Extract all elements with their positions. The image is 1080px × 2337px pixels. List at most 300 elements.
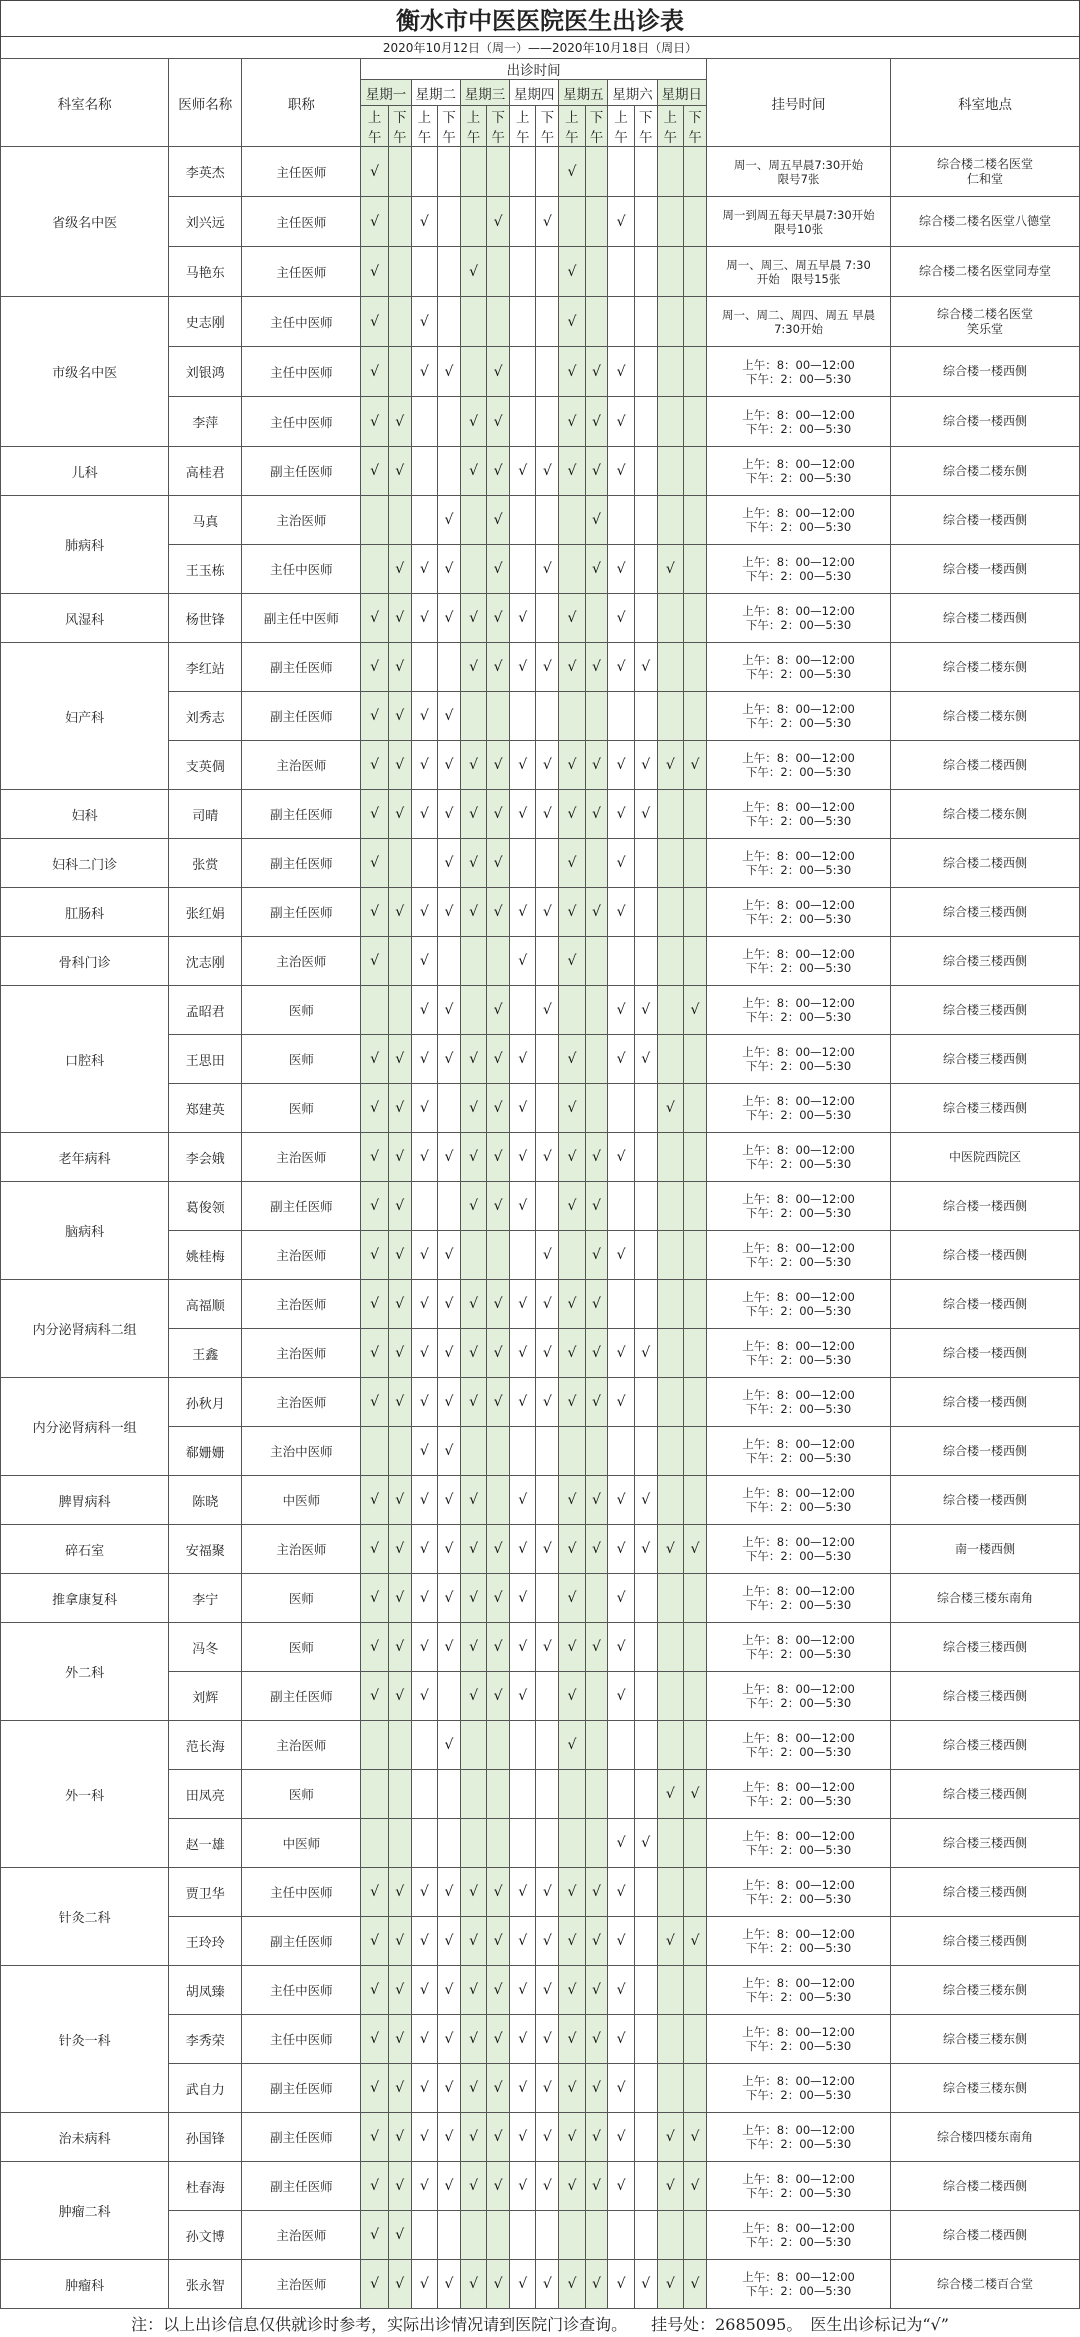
check-mark: √: [559, 1917, 585, 1966]
dept-name: 碎石室: [1, 1525, 169, 1574]
slot-cell: [657, 1133, 683, 1182]
slot-cell: [634, 692, 657, 741]
check-mark: √: [634, 1035, 657, 1084]
slot-cell: [657, 197, 683, 247]
check-mark: √: [438, 2260, 461, 2309]
check-mark: √: [608, 1574, 634, 1623]
slot-cell: [585, 1427, 608, 1476]
doctor-name: 杜春海: [169, 2162, 242, 2211]
check-mark: √: [487, 2064, 510, 2113]
slot-cell: [388, 496, 411, 545]
check-mark: √: [487, 447, 510, 496]
check-mark: √: [460, 1084, 486, 1133]
registration-time: 上午：8：00—12:00 下午：2：00—5:30: [706, 1035, 890, 1084]
slot-cell: [536, 1672, 559, 1721]
dept-location: 南一楼西侧: [891, 1525, 1080, 1574]
check-mark: √: [608, 643, 634, 692]
slot-cell: [388, 937, 411, 986]
dept-location: 综合楼一楼西侧: [891, 1378, 1080, 1427]
check-mark: √: [361, 447, 388, 496]
registration-time: 上午：8：00—12:00 下午：2：00—5:30: [706, 1329, 890, 1378]
slot-cell: [683, 1574, 706, 1623]
check-mark: √: [585, 790, 608, 839]
check-mark: √: [510, 741, 536, 790]
slot-cell: [657, 2211, 683, 2260]
doctor-title: 副主任医师: [242, 790, 361, 839]
check-mark: √: [683, 2260, 706, 2309]
slot-cell: [411, 496, 437, 545]
dept-location: 综合楼三楼西侧: [891, 1770, 1080, 1819]
check-mark: √: [510, 1672, 536, 1721]
check-mark: √: [388, 790, 411, 839]
slot-cell: [585, 197, 608, 247]
slot-cell: [411, 397, 437, 447]
slot-cell: [411, 1182, 437, 1231]
check-mark: √: [487, 1035, 510, 1084]
doctor-name: 高桂君: [169, 447, 242, 496]
check-mark: √: [460, 594, 486, 643]
check-mark: √: [536, 1231, 559, 1280]
dept-location: 综合楼二楼名医堂八德堂: [891, 197, 1080, 247]
table-row: [1, 1378, 1080, 1427]
dept-location: 综合楼三楼西侧: [891, 1084, 1080, 1133]
check-mark: √: [460, 1917, 486, 1966]
dept-location: 综合楼二楼名医堂 仁和堂: [891, 147, 1080, 197]
check-mark: √: [608, 1035, 634, 1084]
check-mark: √: [634, 1819, 657, 1868]
slot-cell: [634, 447, 657, 496]
slot-cell: [634, 347, 657, 397]
check-mark: √: [585, 2113, 608, 2162]
check-mark: √: [536, 2015, 559, 2064]
check-mark: √: [361, 1623, 388, 1672]
footer-note: 注：以上出诊信息仅供就诊时参考，实际出诊情况请到医院门诊查询。 挂号处：2685095。 医生出诊标记为“√”: [131, 2314, 949, 2334]
slot-cell: [438, 397, 461, 447]
check-mark: √: [460, 643, 486, 692]
doctor-title: 副主任医师: [242, 447, 361, 496]
slot-cell: [683, 2064, 706, 2113]
header-pm: 下午: [388, 106, 411, 147]
check-mark: √: [536, 1133, 559, 1182]
slot-cell: [438, 297, 461, 347]
check-mark: √: [460, 2260, 486, 2309]
check-mark: √: [411, 1672, 437, 1721]
header-pm: 下午: [438, 106, 461, 147]
doctor-title: 副主任医师: [242, 2064, 361, 2113]
slot-cell: [460, 297, 486, 347]
slot-cell: [411, 247, 437, 297]
dept-location: 综合楼二楼西侧: [891, 2162, 1080, 2211]
dept-name: 针灸二科: [1, 1868, 169, 1966]
check-mark: √: [608, 2064, 634, 2113]
check-mark: √: [585, 741, 608, 790]
slot-cell: [460, 347, 486, 397]
check-mark: √: [361, 1231, 388, 1280]
table-row: [1, 1966, 1080, 2015]
doctor-name: 孟昭君: [169, 986, 242, 1035]
slot-cell: [634, 1182, 657, 1231]
slot-cell: [487, 1770, 510, 1819]
slot-cell: [510, 247, 536, 297]
slot-cell: [585, 1770, 608, 1819]
check-mark: √: [510, 1084, 536, 1133]
check-mark: √: [487, 1868, 510, 1917]
doctor-title: 主任中医师: [242, 397, 361, 447]
check-mark: √: [634, 2260, 657, 2309]
slot-cell: [683, 297, 706, 347]
check-mark: √: [585, 1231, 608, 1280]
slot-cell: [683, 1868, 706, 1917]
check-mark: √: [438, 2064, 461, 2113]
slot-cell: [608, 1280, 634, 1329]
slot-cell: [634, 1868, 657, 1917]
check-mark: √: [510, 594, 536, 643]
table-row: [1, 1133, 1080, 1182]
registration-time: 上午：8：00—12:00 下午：2：00—5:30: [706, 2260, 890, 2309]
check-mark: √: [487, 839, 510, 888]
slot-cell: [683, 347, 706, 397]
dept-location: 综合楼三楼西侧: [891, 1035, 1080, 1084]
check-mark: √: [438, 1525, 461, 1574]
check-mark: √: [388, 2162, 411, 2211]
check-mark: √: [361, 1378, 388, 1427]
header-doctor: 医师名称: [169, 59, 242, 147]
check-mark: √: [536, 1966, 559, 2015]
check-mark: √: [388, 643, 411, 692]
registration-time: 上午：8：00—12:00 下午：2：00—5:30: [706, 2162, 890, 2211]
check-mark: √: [536, 986, 559, 1035]
check-mark: √: [460, 2015, 486, 2064]
check-mark: √: [487, 1378, 510, 1427]
registration-time: 上午：8：00—12:00 下午：2：00—5:30: [706, 1182, 890, 1231]
doctor-title: 中医师: [242, 1476, 361, 1525]
check-mark: √: [585, 447, 608, 496]
slot-cell: [683, 594, 706, 643]
header-am: 上午: [510, 106, 536, 147]
slot-cell: [634, 1378, 657, 1427]
slot-cell: [634, 888, 657, 937]
slot-cell: [438, 447, 461, 496]
doctor-title: 副主任医师: [242, 1672, 361, 1721]
slot-cell: [657, 1574, 683, 1623]
check-mark: √: [388, 1917, 411, 1966]
check-mark: √: [361, 1525, 388, 1574]
check-mark: √: [460, 1329, 486, 1378]
check-mark: √: [411, 986, 437, 1035]
check-mark: √: [536, 2113, 559, 2162]
registration-time: 上午：8：00—12:00 下午：2：00—5:30: [706, 1770, 890, 1819]
check-mark: √: [585, 1966, 608, 2015]
slot-cell: [683, 937, 706, 986]
registration-time: 上午：8：00—12:00 下午：2：00—5:30: [706, 2113, 890, 2162]
check-mark: √: [487, 1525, 510, 1574]
slot-cell: [683, 247, 706, 297]
slot-cell: [411, 643, 437, 692]
slot-cell: [559, 1231, 585, 1280]
slot-cell: [361, 1721, 388, 1770]
doctor-name: 杨世锋: [169, 594, 242, 643]
check-mark: √: [438, 1378, 461, 1427]
check-mark: √: [585, 2260, 608, 2309]
check-mark: √: [460, 888, 486, 937]
header-day: 星期日: [657, 80, 706, 106]
slot-cell: [411, 147, 437, 197]
registration-time: 上午：8：00—12:00 下午：2：00—5:30: [706, 594, 890, 643]
slot-cell: [559, 545, 585, 594]
slot-cell: [460, 147, 486, 197]
check-mark: √: [388, 2260, 411, 2309]
check-mark: √: [460, 2113, 486, 2162]
dept-name: 肺病科: [1, 496, 169, 594]
slot-cell: [438, 147, 461, 197]
check-mark: √: [460, 1868, 486, 1917]
doctor-name: 贾卫华: [169, 1868, 242, 1917]
check-mark: √: [510, 937, 536, 986]
header-am: 上午: [460, 106, 486, 147]
check-mark: √: [361, 1868, 388, 1917]
check-mark: √: [487, 1672, 510, 1721]
slot-cell: [487, 297, 510, 347]
dept-location: 综合楼一楼西侧: [891, 1329, 1080, 1378]
check-mark: √: [361, 2064, 388, 2113]
doctor-name: 王思田: [169, 1035, 242, 1084]
slot-cell: [536, 1819, 559, 1868]
slot-cell: [634, 2015, 657, 2064]
slot-cell: [683, 1966, 706, 2015]
check-mark: √: [361, 397, 388, 447]
slot-cell: [536, 1721, 559, 1770]
check-mark: √: [388, 545, 411, 594]
check-mark: √: [361, 1133, 388, 1182]
registration-time: 上午：8：00—12:00 下午：2：00—5:30: [706, 643, 890, 692]
check-mark: √: [388, 741, 411, 790]
slot-cell: [585, 937, 608, 986]
check-mark: √: [657, 2113, 683, 2162]
slot-cell: [460, 197, 486, 247]
check-mark: √: [361, 2260, 388, 2309]
slot-cell: [585, 839, 608, 888]
registration-time: 上午：8：00—12:00 下午：2：00—5:30: [706, 790, 890, 839]
header-day: 星期三: [460, 80, 509, 106]
slot-cell: [559, 2211, 585, 2260]
check-mark: √: [361, 2015, 388, 2064]
check-mark: √: [361, 1574, 388, 1623]
slot-cell: [536, 397, 559, 447]
slot-cell: [608, 247, 634, 297]
check-mark: √: [657, 741, 683, 790]
dept-location: 综合楼二楼西侧: [891, 594, 1080, 643]
check-mark: √: [361, 1084, 388, 1133]
check-mark: √: [487, 545, 510, 594]
check-mark: √: [411, 1917, 437, 1966]
check-mark: √: [460, 1280, 486, 1329]
check-mark: √: [388, 397, 411, 447]
check-mark: √: [559, 297, 585, 347]
slot-cell: [438, 1770, 461, 1819]
slot-cell: [657, 496, 683, 545]
registration-time: 上午：8：00—12:00 下午：2：00—5:30: [706, 1378, 890, 1427]
check-mark: √: [510, 888, 536, 937]
dept-name: 肿瘤二科: [1, 2162, 169, 2260]
check-mark: √: [634, 1476, 657, 1525]
dept-name: 肿瘤科: [1, 2260, 169, 2309]
registration-time: 上午：8：00—12:00 下午：2：00—5:30: [706, 496, 890, 545]
check-mark: √: [487, 2113, 510, 2162]
doctor-name: 李英杰: [169, 147, 242, 197]
check-mark: √: [487, 594, 510, 643]
doctor-name: 范长海: [169, 1721, 242, 1770]
slot-cell: [536, 937, 559, 986]
check-mark: √: [510, 1133, 536, 1182]
check-mark: √: [585, 1329, 608, 1378]
check-mark: √: [585, 2064, 608, 2113]
check-mark: √: [438, 1966, 461, 2015]
registration-time: 上午：8：00—12:00 下午：2：00—5:30: [706, 986, 890, 1035]
check-mark: √: [361, 1476, 388, 1525]
check-mark: √: [585, 643, 608, 692]
slot-cell: [634, 1084, 657, 1133]
check-mark: √: [438, 2162, 461, 2211]
slot-cell: [388, 147, 411, 197]
check-mark: √: [438, 888, 461, 937]
slot-cell: [411, 2211, 437, 2260]
check-mark: √: [438, 839, 461, 888]
check-mark: √: [460, 247, 486, 297]
header-dept: 科室名称: [1, 59, 169, 147]
table-row: [1, 937, 1080, 986]
slot-cell: [657, 1819, 683, 1868]
doctor-name: 姚桂梅: [169, 1231, 242, 1280]
check-mark: √: [608, 1623, 634, 1672]
slot-cell: [487, 692, 510, 741]
slot-cell: [634, 297, 657, 347]
slot-cell: [487, 1231, 510, 1280]
doctor-title: 主治医师: [242, 741, 361, 790]
check-mark: √: [608, 594, 634, 643]
dept-location: 综合楼二楼西侧: [891, 839, 1080, 888]
dept-name: 针灸一科: [1, 1966, 169, 2113]
header-pm: 下午: [487, 106, 510, 147]
check-mark: √: [634, 790, 657, 839]
slot-cell: [608, 1084, 634, 1133]
dept-name: 内分泌肾病科一组: [1, 1378, 169, 1476]
check-mark: √: [585, 496, 608, 545]
doctor-name: 赵一雄: [169, 1819, 242, 1868]
slot-cell: [585, 247, 608, 297]
slot-cell: [683, 1819, 706, 1868]
doctor-title: 医师: [242, 1035, 361, 1084]
check-mark: √: [361, 297, 388, 347]
slot-cell: [683, 1182, 706, 1231]
check-mark: √: [361, 790, 388, 839]
check-mark: √: [438, 1868, 461, 1917]
check-mark: √: [608, 741, 634, 790]
slot-cell: [536, 247, 559, 297]
dept-name: 妇科二门诊: [1, 839, 169, 888]
check-mark: √: [411, 1280, 437, 1329]
check-mark: √: [608, 2162, 634, 2211]
header-pm: 下午: [536, 106, 559, 147]
slot-cell: [559, 197, 585, 247]
check-mark: √: [487, 2162, 510, 2211]
check-mark: √: [361, 741, 388, 790]
check-mark: √: [411, 1427, 437, 1476]
header-am: 上午: [411, 106, 437, 147]
check-mark: √: [438, 1329, 461, 1378]
slot-cell: [634, 1672, 657, 1721]
check-mark: √: [438, 692, 461, 741]
slot-cell: [411, 1819, 437, 1868]
slot-cell: [460, 1721, 486, 1770]
dept-location: 综合楼一楼西侧: [891, 545, 1080, 594]
registration-time: 上午：8：00—12:00 下午：2：00—5:30: [706, 1525, 890, 1574]
slot-cell: [634, 1280, 657, 1329]
check-mark: √: [510, 790, 536, 839]
check-mark: √: [411, 1574, 437, 1623]
check-mark: √: [585, 1182, 608, 1231]
slot-cell: [683, 643, 706, 692]
check-mark: √: [388, 1574, 411, 1623]
registration-time: 上午：8：00—12:00 下午：2：00—5:30: [706, 2064, 890, 2113]
check-mark: √: [510, 1035, 536, 1084]
slot-cell: [585, 1672, 608, 1721]
slot-cell: [438, 247, 461, 297]
slot-cell: [388, 297, 411, 347]
table-row: [1, 1182, 1080, 1231]
doctor-title: 主任中医师: [242, 545, 361, 594]
slot-cell: [460, 2211, 486, 2260]
check-mark: √: [536, 741, 559, 790]
slot-cell: [536, 347, 559, 397]
slot-cell: [438, 2211, 461, 2260]
slot-cell: [608, 496, 634, 545]
table-row: [1, 839, 1080, 888]
header-day: 星期一: [361, 80, 411, 106]
registration-time: 上午：8：00—12:00 下午：2：00—5:30: [706, 692, 890, 741]
slot-cell: [361, 1770, 388, 1819]
check-mark: √: [361, 692, 388, 741]
doctor-title: 主治医师: [242, 2260, 361, 2309]
dept-location: 综合楼三楼西侧: [891, 986, 1080, 1035]
check-mark: √: [608, 347, 634, 397]
check-mark: √: [460, 1623, 486, 1672]
header-visit-time: 出诊时间: [361, 59, 707, 80]
check-mark: √: [487, 2015, 510, 2064]
header-pm: 下午: [683, 106, 706, 147]
check-mark: √: [460, 1672, 486, 1721]
check-mark: √: [487, 1133, 510, 1182]
doctor-title: 医师: [242, 1770, 361, 1819]
registration-time: 上午：8：00—12:00 下午：2：00—5:30: [706, 839, 890, 888]
slot-cell: [657, 1721, 683, 1770]
check-mark: √: [361, 2162, 388, 2211]
check-mark: √: [657, 1917, 683, 1966]
check-mark: √: [608, 1672, 634, 1721]
check-mark: √: [411, 1231, 437, 1280]
dept-location: 综合楼一楼西侧: [891, 1476, 1080, 1525]
slot-cell: [487, 1427, 510, 1476]
header-day: 星期六: [608, 80, 657, 106]
slot-cell: [657, 986, 683, 1035]
check-mark: √: [388, 692, 411, 741]
check-mark: √: [411, 1525, 437, 1574]
slot-cell: [559, 692, 585, 741]
check-mark: √: [388, 2113, 411, 2162]
doctor-title: 主治医师: [242, 496, 361, 545]
check-mark: √: [487, 1084, 510, 1133]
check-mark: √: [487, 1917, 510, 1966]
doctor-title: 主治医师: [242, 937, 361, 986]
